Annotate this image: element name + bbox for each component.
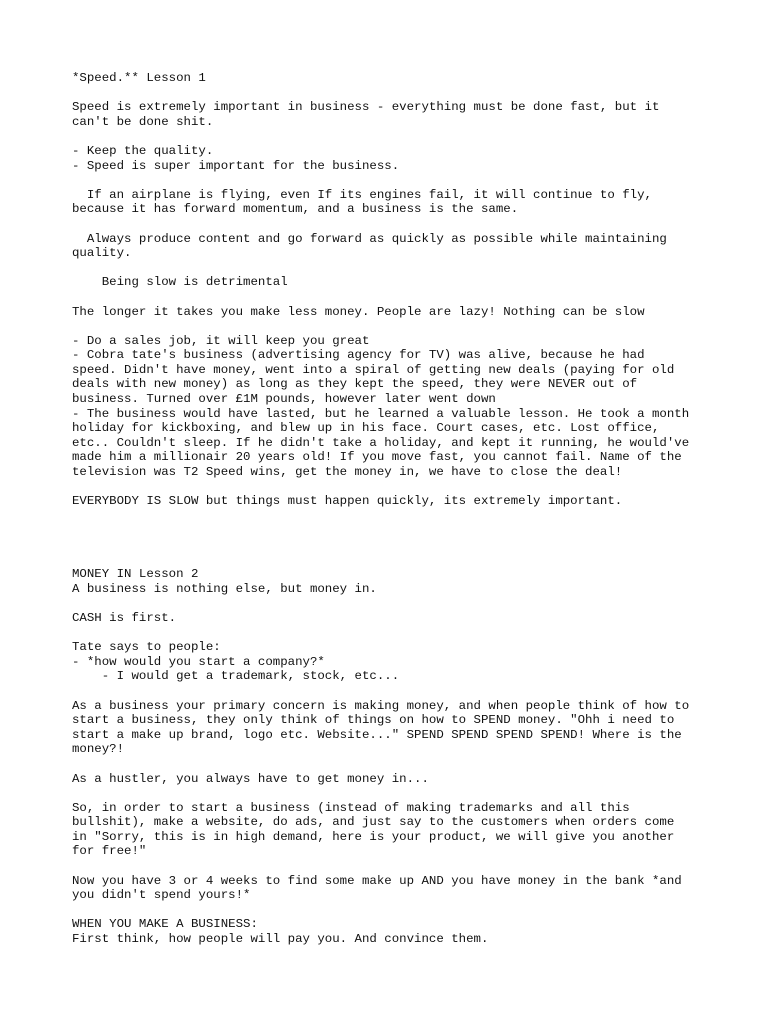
lesson1-content-paragraph: Always produce content and go forward as quickly as possible while maintaining quality. <box>72 231 667 261</box>
lesson1-longer-paragraph: The longer it takes you make less money. People are lazy! Nothing can be slow <box>72 304 645 319</box>
list-item: - I would get a trademark, stock, etc... <box>72 669 400 684</box>
lesson2-when-paragraph: WHEN YOU MAKE A BUSINESS: First think, how people will pay you. And convince them. <box>72 917 489 947</box>
lesson1-airplane-paragraph: If an airplane is flying, even If its engines fail, it will continue to fly, because it has forward momentum, and a business is the same. <box>72 187 652 217</box>
lesson1-bullets <box>72 144 712 173</box>
lesson2-weeks-paragraph: Now you have 3 or 4 weeks to find some make up AND you have money in the bank *and you didn't spend yours!* <box>72 873 682 903</box>
lesson2-start-paragraph: So, in order to start a business (instead of making trademarks and all this bullshit), make a website, do ads, and just say to the customers when orders come in "Sorry, this is in high demand, here is your product, we will give you another for free!" <box>72 800 675 859</box>
lesson1-intro: Speed is extremely important in business - everything must be done fast, but it can't be done shit. <box>72 100 660 129</box>
lesson1-slow-note: Being slow is detrimental <box>72 275 288 290</box>
list-item: - *how would you start a company?* <box>72 654 325 669</box>
lesson2-cash: CASH is first. <box>72 610 177 625</box>
lesson2-tate-says: Tate says to people: - *how would you start a company?* - I would get a trademark, stock, etc... <box>72 640 712 684</box>
document-body <box>72 71 712 947</box>
lesson2-hustler: As a hustler, you always have to get money in... <box>72 771 429 786</box>
list-item: - Speed is super important for the business. <box>72 158 400 173</box>
lesson2-subheading: A business is nothing else, but money in. <box>72 581 377 596</box>
lesson1-heading: *Speed.** Lesson 1 <box>72 71 206 85</box>
lesson1-conclusion: EVERYBODY IS SLOW but things must happen quickly, its extremely important. <box>72 494 623 509</box>
lesson2-heading: MONEY IN Lesson 2 <box>72 567 199 582</box>
lesson1-story: - Do a sales job, it will keep you great - Cobra tate's business (advertising agency for TV) was alive, because he had speed. Didn't have money, went into a spiral of getting new deals (paying for old deals with new money) as long as they kept the speed, they were NEVER out of business. Turned over £1M pounds, however later went down - The business would have lasted, but he learned a valuable lesson. He took a month holiday for kickboxing, and blew up in his face. Court cases, etc. Lost office, etc.. Couldn't sleep. If he didn't take a holiday, and kept it running, he would've made him a millionair 20 years old! If you move fast, you cannot fail. Name of the television was T2 Speed wins, get the money in, we have to close the deal! <box>72 333 690 480</box>
lesson2-concern-paragraph: As a business your primary concern is making money, and when people think of how to start a business, they only think of things on how to SPEND money. "Ohh i need to start a make up brand, logo etc. Website..." SPEND SPEND SPEND SPEND! Where is the money?! <box>72 698 690 757</box>
list-item: - Keep the quality. <box>72 143 214 158</box>
